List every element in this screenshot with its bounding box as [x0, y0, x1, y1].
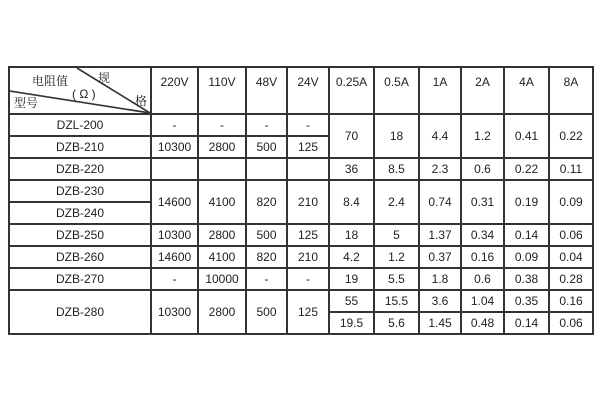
col-header-2a: 2A — [461, 67, 504, 114]
corner-model-label: 型号 — [14, 96, 39, 110]
model-cell: DZB-250 — [9, 224, 151, 246]
value-cell-merged: 125 — [287, 290, 329, 334]
value-cell-merged: 0.31 — [461, 180, 504, 224]
value-cell: 0.48 — [461, 312, 504, 334]
value-cell-merged: 0.19 — [504, 180, 549, 224]
value-cell: 0.04 — [549, 246, 593, 268]
col-header-0-5a: 0.5A — [374, 67, 419, 114]
value-cell: 5 — [374, 224, 419, 246]
value-cell: 0.06 — [549, 224, 593, 246]
value-cell: 3.6 — [419, 290, 461, 312]
col-header-0-25a: 0.25A — [329, 67, 374, 114]
value-cell-empty — [151, 158, 198, 180]
value-cell-merged: 2800 — [198, 290, 246, 334]
value-cell: 10000 — [198, 268, 246, 290]
corner-resistance-unit: ( Ω ) — [72, 87, 96, 101]
resistance-spec-table — [8, 66, 594, 335]
value-cell: 10300 — [151, 224, 198, 246]
value-cell: 5.5 — [374, 268, 419, 290]
value-cell-merged: 0.74 — [419, 180, 461, 224]
col-header-48v: 48V — [246, 67, 287, 114]
model-cell: DZB-220 — [9, 158, 151, 180]
value-cell: 2.3 — [419, 158, 461, 180]
table-row-dzb-260 — [9, 246, 593, 268]
value-cell: 125 — [287, 136, 329, 158]
value-cell: 10300 — [151, 136, 198, 158]
value-cell: 500 — [246, 136, 287, 158]
table-row-dzb-220 — [9, 158, 593, 180]
value-cell: 4.2 — [329, 246, 374, 268]
value-cell: 5.6 — [374, 312, 419, 334]
value-cell-merged: 1.2 — [461, 114, 504, 158]
value-cell: 8.5 — [374, 158, 419, 180]
value-cell: 1.2 — [374, 246, 419, 268]
value-cell: 0.22 — [504, 158, 549, 180]
value-cell: 0.16 — [461, 246, 504, 268]
value-cell-empty — [246, 158, 287, 180]
value-cell: - — [287, 268, 329, 290]
value-cell: 0.34 — [461, 224, 504, 246]
value-cell: 2800 — [198, 136, 246, 158]
value-cell-empty — [287, 158, 329, 180]
model-cell-merged: DZB-280 — [9, 290, 151, 334]
col-header-1a: 1A — [419, 67, 461, 114]
value-cell: 1.04 — [461, 290, 504, 312]
table-row-dzl-200 — [9, 114, 593, 136]
model-cell: DZL-200 — [9, 114, 151, 136]
value-cell: 4100 — [198, 246, 246, 268]
value-cell: 0.14 — [504, 224, 549, 246]
value-cell: 2800 — [198, 224, 246, 246]
value-cell-merged: 820 — [246, 180, 287, 224]
value-cell: 0.35 — [504, 290, 549, 312]
col-header-220v: 220V — [151, 67, 198, 114]
table-row-dzb-230 — [9, 180, 593, 202]
value-cell: - — [198, 114, 246, 136]
value-cell-merged: 0.09 — [549, 180, 593, 224]
value-cell: 0.11 — [549, 158, 593, 180]
value-cell: 0.6 — [461, 268, 504, 290]
value-cell: - — [287, 114, 329, 136]
corner-resistance-label: 电阻值 — [32, 74, 69, 88]
value-cell: - — [246, 268, 287, 290]
corner-spec-label-bottom: 格 — [135, 94, 148, 108]
col-header-24v: 24V — [287, 67, 329, 114]
model-cell: DZB-260 — [9, 246, 151, 268]
model-cell: DZB-230 — [9, 180, 151, 202]
value-cell: 0.38 — [504, 268, 549, 290]
value-cell-merged: 18 — [374, 114, 419, 158]
value-cell: - — [151, 114, 198, 136]
col-header-8a: 8A — [549, 67, 593, 114]
value-cell: 500 — [246, 224, 287, 246]
value-cell: 210 — [287, 246, 329, 268]
value-cell: 1.8 — [419, 268, 461, 290]
model-cell: DZB-240 — [9, 202, 151, 224]
value-cell-merged: 14600 — [151, 180, 198, 224]
value-cell: 820 — [246, 246, 287, 268]
value-cell-merged: 210 — [287, 180, 329, 224]
value-cell: 18 — [329, 224, 374, 246]
diagonal-header-cell — [9, 67, 151, 114]
value-cell: - — [151, 268, 198, 290]
value-cell-merged: 4.4 — [419, 114, 461, 158]
value-cell: 0.6 — [461, 158, 504, 180]
value-cell: 0.16 — [549, 290, 593, 312]
value-cell-merged: 0.22 — [549, 114, 593, 158]
value-cell-merged: 10300 — [151, 290, 198, 334]
table-row-dzb-280 — [9, 290, 593, 312]
value-cell-merged: 500 — [246, 290, 287, 334]
value-cell: 125 — [287, 224, 329, 246]
value-cell-merged: 2.4 — [374, 180, 419, 224]
value-cell: 15.5 — [374, 290, 419, 312]
value-cell: - — [246, 114, 287, 136]
value-cell-empty — [198, 158, 246, 180]
value-cell: 36 — [329, 158, 374, 180]
value-cell-merged: 0.41 — [504, 114, 549, 158]
value-cell: 55 — [329, 290, 374, 312]
model-cell: DZB-270 — [9, 268, 151, 290]
value-cell: 1.45 — [419, 312, 461, 334]
value-cell: 14600 — [151, 246, 198, 268]
col-header-4a: 4A — [504, 67, 549, 114]
value-cell: 0.06 — [549, 312, 593, 334]
value-cell-merged: 8.4 — [329, 180, 374, 224]
value-cell-merged: 70 — [329, 114, 374, 158]
value-cell-merged: 4100 — [198, 180, 246, 224]
col-header-110v: 110V — [198, 67, 246, 114]
header-row — [9, 67, 593, 114]
value-cell: 0.14 — [504, 312, 549, 334]
corner-spec-label-top: 规 — [98, 71, 111, 85]
value-cell: 0.09 — [504, 246, 549, 268]
model-cell: DZB-210 — [9, 136, 151, 158]
value-cell: 19.5 — [329, 312, 374, 334]
value-cell: 0.37 — [419, 246, 461, 268]
table-row-dzb-250 — [9, 224, 593, 246]
value-cell: 0.28 — [549, 268, 593, 290]
value-cell: 19 — [329, 268, 374, 290]
value-cell: 1.37 — [419, 224, 461, 246]
table-row-dzb-270 — [9, 268, 593, 290]
